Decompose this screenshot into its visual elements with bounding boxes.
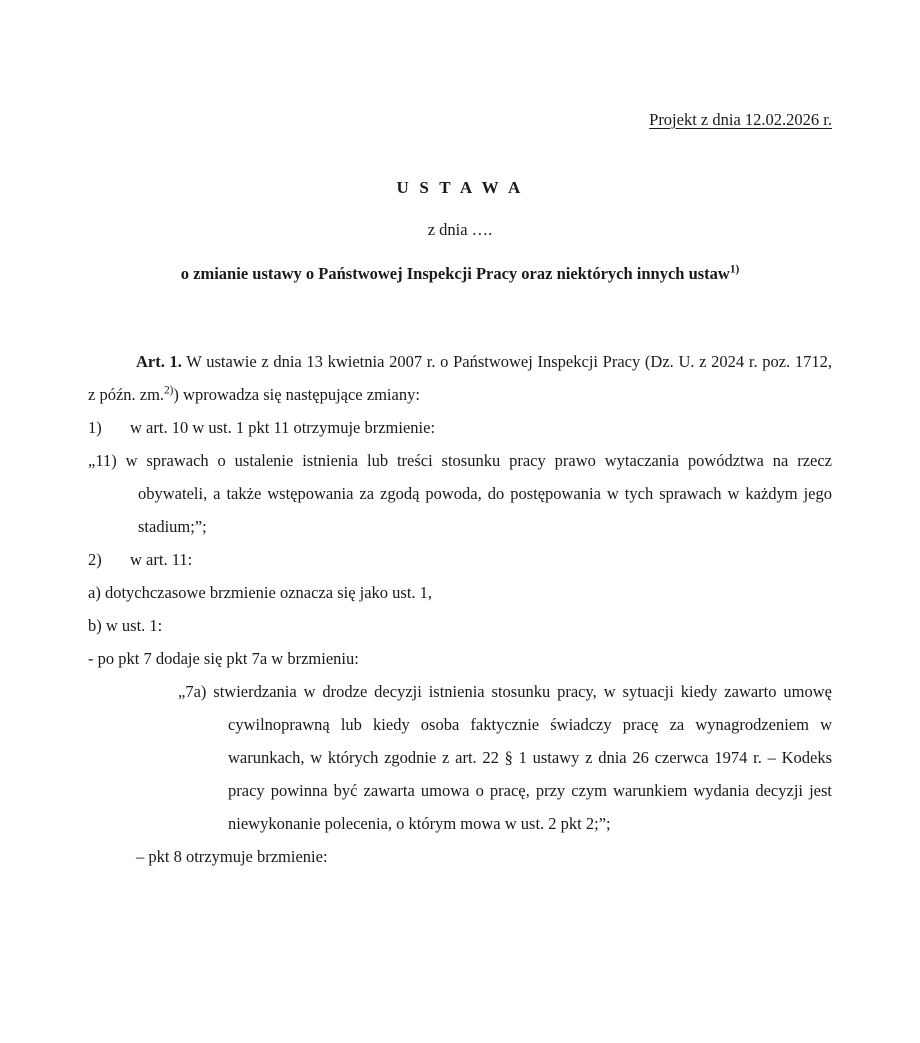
act-subject-title [88,263,832,283]
quoted-provision-11: „11) w sprawach o ustalenie istnienia lub treści stosunku pracy prawo wytaczania powództwa na rzecz obywateli, a także wstępowania za zgodą powoda, do postępowania w tych sprawach w każdym jego stadium;”; [88,450,832,536]
dash-item-pkt-8: – pkt 8 otrzymuje brzmienie: [136,846,328,866]
act-heading: U S T A W A [396,177,524,197]
footnote-marker-1: 1) [729,263,740,276]
draft-date-stamp: Projekt z dnia 12.02.2026 r. [649,110,832,129]
footnote-marker-2: 2) [164,384,174,396]
document-header [88,112,832,129]
document-body [88,345,832,873]
title-block [88,179,832,283]
dash-item-add-pkt-7a: - po pkt 7 dodaje się pkt 7a w brzmieniu: [88,648,359,668]
act-date-line: z dnia …. [427,219,493,239]
act-subject-text: o zmianie ustawy o Państwowej Inspekcji Pracy oraz niektórych innych ustaw [180,264,730,283]
list-item [88,411,832,444]
article-lead-text-part-1: W ustawie z dnia 13 kwietnia 2007 r. o Państwowej Inspekcji Pracy (Dz. U. z 2024 r. poz. 1712, z późn. zm. [88,351,833,404]
article-1-lead [88,345,832,411]
sub-item-a: a) dotychczasowe brzmienie oznacza się jako ust. 1, [88,582,433,602]
list-item-text: w art. 10 w ust. 1 pkt 11 otrzymuje brzmienie: [130,417,436,437]
document-page [0,112,920,1043]
quoted-provision-7a: „7a) stwierdzania w drodze decyzji istnienia stosunku pracy, w sytuacji kiedy zawarto umowę cywilnoprawną lub kiedy osoba faktycznie świadczy pracę za wynagrodzeniem w warunkach, w których zgodnie z art. 22 § 1 ustawy z dnia 26 czerwca 1974 r. – Kodeks pracy powinna być zawarta umowa o pracę, przy czym warunkiem wydania decyzji jest niewykonanie polecenia, o którym mowa w ust. 2 pkt 2;”; [178,681,832,833]
list-item-text: w art. 11: [130,549,193,569]
list-item [88,543,832,576]
list-item-marker: 2) [88,549,102,569]
article-number-label: Art. 1. [136,351,182,371]
sub-item-b: b) w ust. 1: [88,615,163,635]
article-lead-text-part-2: ) wprowadza się następujące zmiany: [173,384,420,404]
list-item-marker: 1) [88,417,102,437]
